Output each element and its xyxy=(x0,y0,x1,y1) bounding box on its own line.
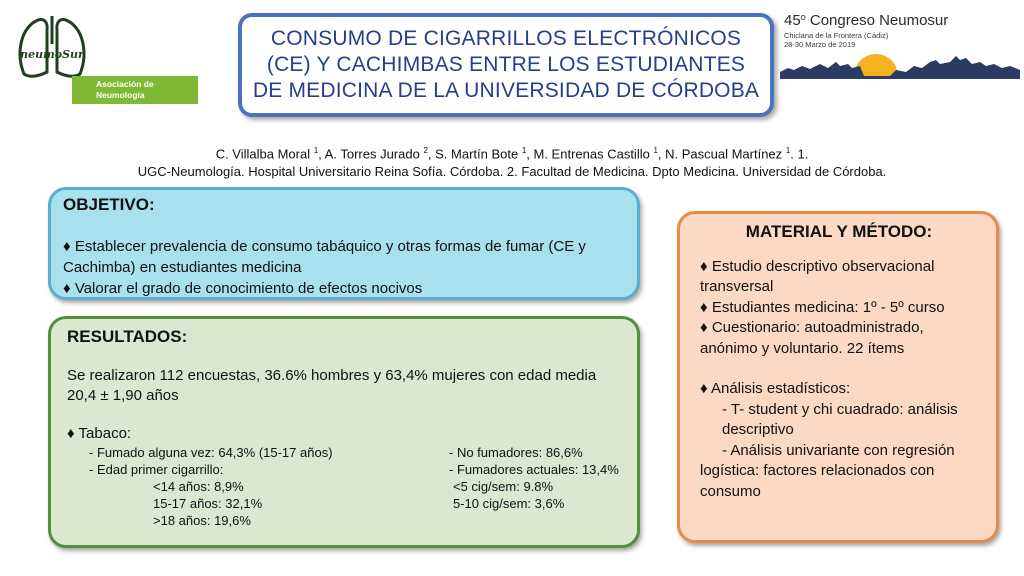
resultados-heading: RESULTADOS: xyxy=(67,327,188,346)
results-subrow: 15-17 años: 32,1% 5-10 cig/sem: 3,6% xyxy=(153,496,565,511)
logo-banner xyxy=(72,76,198,125)
logo-line-1: Asociación de Neumología xyxy=(96,79,154,100)
objetivo-heading: OBJETIVO: xyxy=(63,195,155,214)
resultados-intro: Se realizaron 112 encuestas, 36.6% hombres y 63,4% mujeres con edad media 20,4 ± 1,90 años xyxy=(67,367,597,404)
title-line-2: (CE) Y CACHIMBAS ENTRE LOS ESTUDIANTES xyxy=(266,53,746,76)
objetivo-item-2: ♦ Valorar el grado de conocimiento de efectos nocivos xyxy=(63,280,423,297)
congress-dates: 28-30 Marzo de 2019 xyxy=(784,40,856,49)
analysis-sub-2: - Análisis univariante con regresión logística: factores relacionados con consumo xyxy=(700,441,955,500)
tabaco-label: ♦ Tabaco: xyxy=(67,425,132,442)
material-item-3: ♦ Cuestionario: autoadministrado, anónimo y voluntario. 22 ítems xyxy=(700,319,924,357)
title-line-1: CONSUMO DE CIGARRILLOS ELECTRÓNICOS xyxy=(270,27,742,50)
resultados-panel xyxy=(48,316,640,548)
neumosur-logo xyxy=(14,14,194,125)
objetivo-panel xyxy=(48,187,640,300)
analysis-sub-1: - T- student y chi cuadrado: análisis descriptivo xyxy=(722,400,958,438)
town-skyline-icon xyxy=(780,42,1020,92)
material-panel xyxy=(677,211,999,543)
congress-location: Chiclana de la Frontera (Cádiz) xyxy=(784,31,889,40)
logo-mark-text: neumoSur xyxy=(20,48,84,61)
material-heading: MATERIAL Y MÉTODO: xyxy=(745,222,933,241)
authors-block xyxy=(40,142,984,181)
logo-line-2: y Cirugía Torácica del SUR xyxy=(96,104,184,125)
title-line-3: DE MEDICINA DE LA UNIVERSIDAD DE CÓRDOBA xyxy=(252,79,760,102)
authors-line: C. Villalba Moral $^1$, A. Torres Jurado $^2$, S. Martín Bote $^1$, M. Entrenas Castillo $^1$, N. Pascual Martínez $^1$. 1. xyxy=(215,146,809,162)
analysis-label: ♦ Análisis estadísticos: xyxy=(700,380,851,397)
affiliation-line: UGC-Neumología. Hospital Universitario Reina Sofía. Córdoba. 2. Facultad de Medicina. Dpto Medicina. Universidad de Córdoba. xyxy=(137,164,887,180)
material-item-1: ♦ Estudio descriptivo observacional transversal xyxy=(700,257,935,295)
results-last-row: >18 años: 19,6% xyxy=(153,513,251,528)
material-item-2: ♦ Estudiantes medicina: 1º - 5º curso xyxy=(700,298,945,316)
results-subrow: <14 años: 8,9% <5 cig/sem: 9.8% xyxy=(153,479,554,494)
results-row: - Edad primer cigarrillo: - Fumadores actuales: 13,4% xyxy=(89,462,619,477)
results-row: - Fumado alguna vez: 64,3% (15-17 años) - No fumadores: 86,6% xyxy=(89,445,583,460)
congress-title: 45$^o$ Congreso Neumosur xyxy=(784,12,949,29)
poster-title-box xyxy=(238,13,774,117)
objetivo-item-1: ♦ Establecer prevalencia de consumo tabáquico y otras formas de fumar (CE y Cachimba) en estudiantes medicina xyxy=(63,238,586,276)
congress-logo xyxy=(780,12,1020,92)
